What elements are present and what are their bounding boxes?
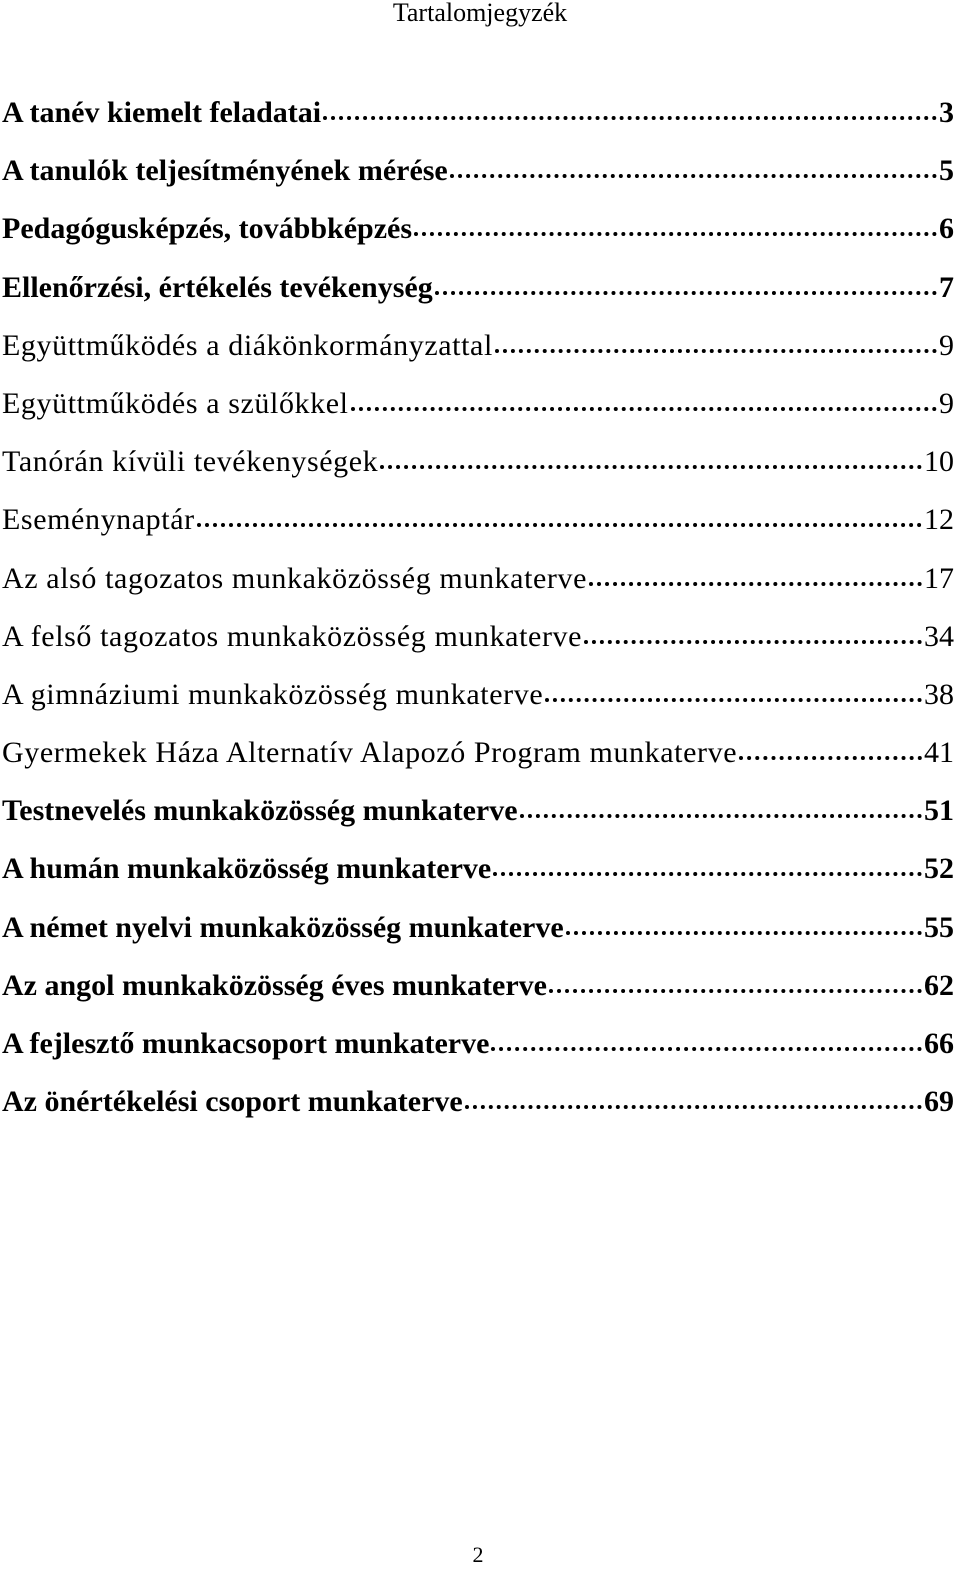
toc-entry-label: Pedagógusképzés, továbbképzés	[2, 212, 413, 246]
toc-entry-page: 5	[939, 154, 954, 188]
toc-entry-page: 66	[924, 1027, 954, 1060]
toc-entry[interactable]	[2, 788, 954, 846]
toc-leader-dots	[435, 275, 937, 297]
toc-entry-page: 9	[939, 328, 954, 362]
toc-entry-label: Gyermekek Háza Alternatív Alapozó Program munkaterve	[2, 736, 738, 770]
toc-entry[interactable]	[2, 148, 954, 206]
toc-entry[interactable]	[2, 90, 954, 148]
toc-leader-dots	[197, 507, 922, 529]
toc-entry-page: 55	[924, 910, 954, 944]
toc-leader-dots	[491, 1031, 922, 1053]
toc-entry[interactable]	[2, 672, 954, 730]
toc-entry-label: Az angol munkaközösség éves munkaterve	[2, 968, 547, 1002]
toc-entry-label: A tanév kiemelt feladatai	[2, 96, 322, 129]
toc-entry[interactable]	[2, 963, 954, 1021]
toc-entry-page: 10	[924, 445, 954, 479]
toc-entry[interactable]	[2, 556, 954, 614]
toc-leader-dots	[520, 798, 922, 820]
toc-leader-dots	[545, 682, 922, 704]
toc-entry-page: 7	[939, 270, 954, 304]
toc-entry-page: 51	[924, 794, 954, 828]
toc-entry[interactable]	[2, 614, 954, 672]
toc-entry-label: Ellenőrzési, értékelés tevékenység	[2, 270, 433, 304]
toc-entry[interactable]	[2, 1079, 954, 1137]
toc-entry-label: A gimnáziumi munkaközösség munkaterve	[2, 677, 544, 711]
toc-leader-dots	[380, 449, 922, 471]
toc-entry-page: 69	[924, 1085, 954, 1119]
toc-entry-label: A tanulók teljesítményének mérése	[2, 154, 448, 188]
toc-leader-dots	[589, 566, 922, 588]
toc-leader-dots	[566, 915, 922, 937]
toc-entry-page: 62	[924, 968, 954, 1002]
toc-entry-page: 17	[924, 561, 954, 595]
toc-entry-label: A fejlesztő munkacsoport munkaterve	[2, 1027, 490, 1060]
table-of-contents	[2, 90, 954, 1137]
toc-entry-page: 12	[924, 503, 954, 537]
toc-entry-label: A felső tagozatos munkaközösség munkaterve	[2, 619, 583, 653]
toc-entry[interactable]	[2, 497, 954, 555]
toc-entry-label: A humán munkaközösség munkaterve	[2, 852, 492, 886]
toc-entry[interactable]	[2, 323, 954, 381]
toc-entry[interactable]	[2, 846, 954, 904]
toc-entry[interactable]	[2, 206, 954, 264]
toc-entry-page: 38	[924, 677, 954, 711]
toc-entry-page: 3	[939, 96, 954, 129]
toc-entry-label: A német nyelvi munkaközösség munkaterve	[2, 910, 564, 944]
toc-entry-page: 41	[924, 736, 954, 770]
toc-entry[interactable]	[2, 265, 954, 323]
toc-entry-page: 6	[939, 212, 954, 246]
page-number: 2	[472, 1542, 484, 1567]
toc-leader-dots	[549, 973, 922, 995]
toc-entry-label: Testnevelés munkaközösség munkaterve	[2, 794, 518, 828]
toc-leader-dots	[495, 333, 937, 355]
toc-entry-page: 9	[939, 386, 954, 420]
toc-entry[interactable]	[2, 905, 954, 963]
toc-entry-page: 34	[924, 619, 954, 653]
toc-leader-dots	[739, 740, 922, 762]
toc-entry-label: Együttműködés a diákönkormányzattal	[2, 328, 493, 362]
toc-leader-dots	[351, 391, 937, 413]
toc-leader-dots	[465, 1089, 922, 1111]
toc-entry[interactable]	[2, 439, 954, 497]
toc-entry-label: Tanórán kívüli tevékenységek	[2, 445, 379, 479]
toc-leader-dots	[584, 624, 922, 646]
toc-entry-label: Az alsó tagozatos munkaközösség munkaterve	[2, 561, 588, 595]
toc-entry[interactable]	[2, 1021, 954, 1079]
toc-leader-dots	[493, 856, 922, 878]
toc-leader-dots	[414, 216, 937, 238]
toc-entry-label: Az önértékelési csoport munkaterve	[2, 1085, 463, 1119]
toc-entry-page: 52	[924, 852, 954, 886]
toc-leader-dots	[450, 158, 937, 180]
toc-entry-label: Eseménynaptár	[2, 503, 195, 537]
toc-leader-dots	[323, 100, 937, 122]
toc-entry[interactable]	[2, 730, 954, 788]
document-title: Tartalomjegyzék	[392, 0, 568, 27]
toc-entry[interactable]	[2, 381, 954, 439]
toc-entry-label: Együttműködés a szülőkkel	[2, 386, 349, 420]
